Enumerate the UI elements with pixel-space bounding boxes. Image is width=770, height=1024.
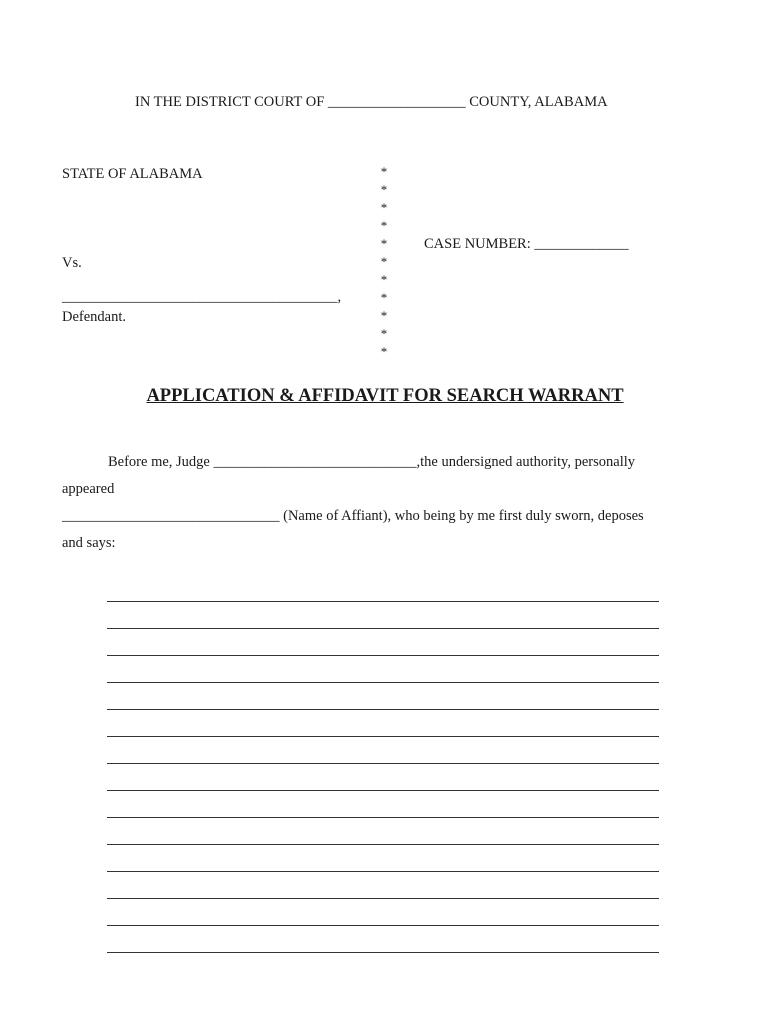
caption-star: * (380, 218, 388, 233)
caption-star: * (380, 182, 388, 197)
document-title: APPLICATION & AFFIDAVIT FOR SEARCH WARRANT (146, 386, 624, 406)
statement-blank-line[interactable] (107, 791, 659, 818)
affidavit-statement-lines[interactable] (107, 601, 659, 953)
caption-star: * (380, 326, 388, 341)
statement-blank-line[interactable] (107, 683, 659, 710)
caption-star: * (380, 200, 388, 215)
caption-star: * (380, 290, 388, 305)
case-number-field[interactable]: CASE NUMBER: _____________ (424, 236, 629, 252)
defendant-label: Defendant. (62, 309, 127, 325)
statement-blank-line[interactable] (107, 899, 659, 926)
caption-divider (377, 163, 391, 361)
statement-blank-line[interactable] (107, 602, 659, 629)
caption-star: * (380, 254, 388, 269)
defendant-name-line[interactable]: ______________________________________, (62, 289, 342, 305)
paragraph-line-2: appeared (62, 481, 115, 497)
paragraph-line-1: Before me, Judge ____________________________,the undersigned authority, personally (108, 454, 636, 470)
statement-blank-line[interactable] (107, 737, 659, 764)
caption-star: * (380, 164, 388, 179)
statement-blank-line[interactable] (107, 656, 659, 683)
caption-star: * (380, 344, 388, 359)
statement-blank-line[interactable] (107, 629, 659, 656)
statement-blank-line[interactable] (107, 818, 659, 845)
statement-blank-line[interactable] (107, 845, 659, 872)
versus-label: Vs. (62, 255, 82, 271)
caption-star: * (380, 308, 388, 323)
statement-blank-line[interactable] (107, 872, 659, 899)
caption-star: * (380, 272, 388, 287)
paragraph-line-3: ______________________________ (Name of Affiant), who being by me first duly sworn, deposes (62, 508, 644, 524)
caption-star: * (380, 236, 388, 251)
court-header: IN THE DISTRICT COURT OF ___________________ COUNTY, ALABAMA (135, 94, 608, 110)
plaintiff-name: STATE OF ALABAMA (62, 166, 203, 182)
statement-blank-line[interactable] (107, 710, 659, 737)
statement-blank-line[interactable] (107, 926, 659, 953)
statement-blank-line[interactable] (107, 764, 659, 791)
paragraph-line-4: and says: (62, 535, 116, 551)
